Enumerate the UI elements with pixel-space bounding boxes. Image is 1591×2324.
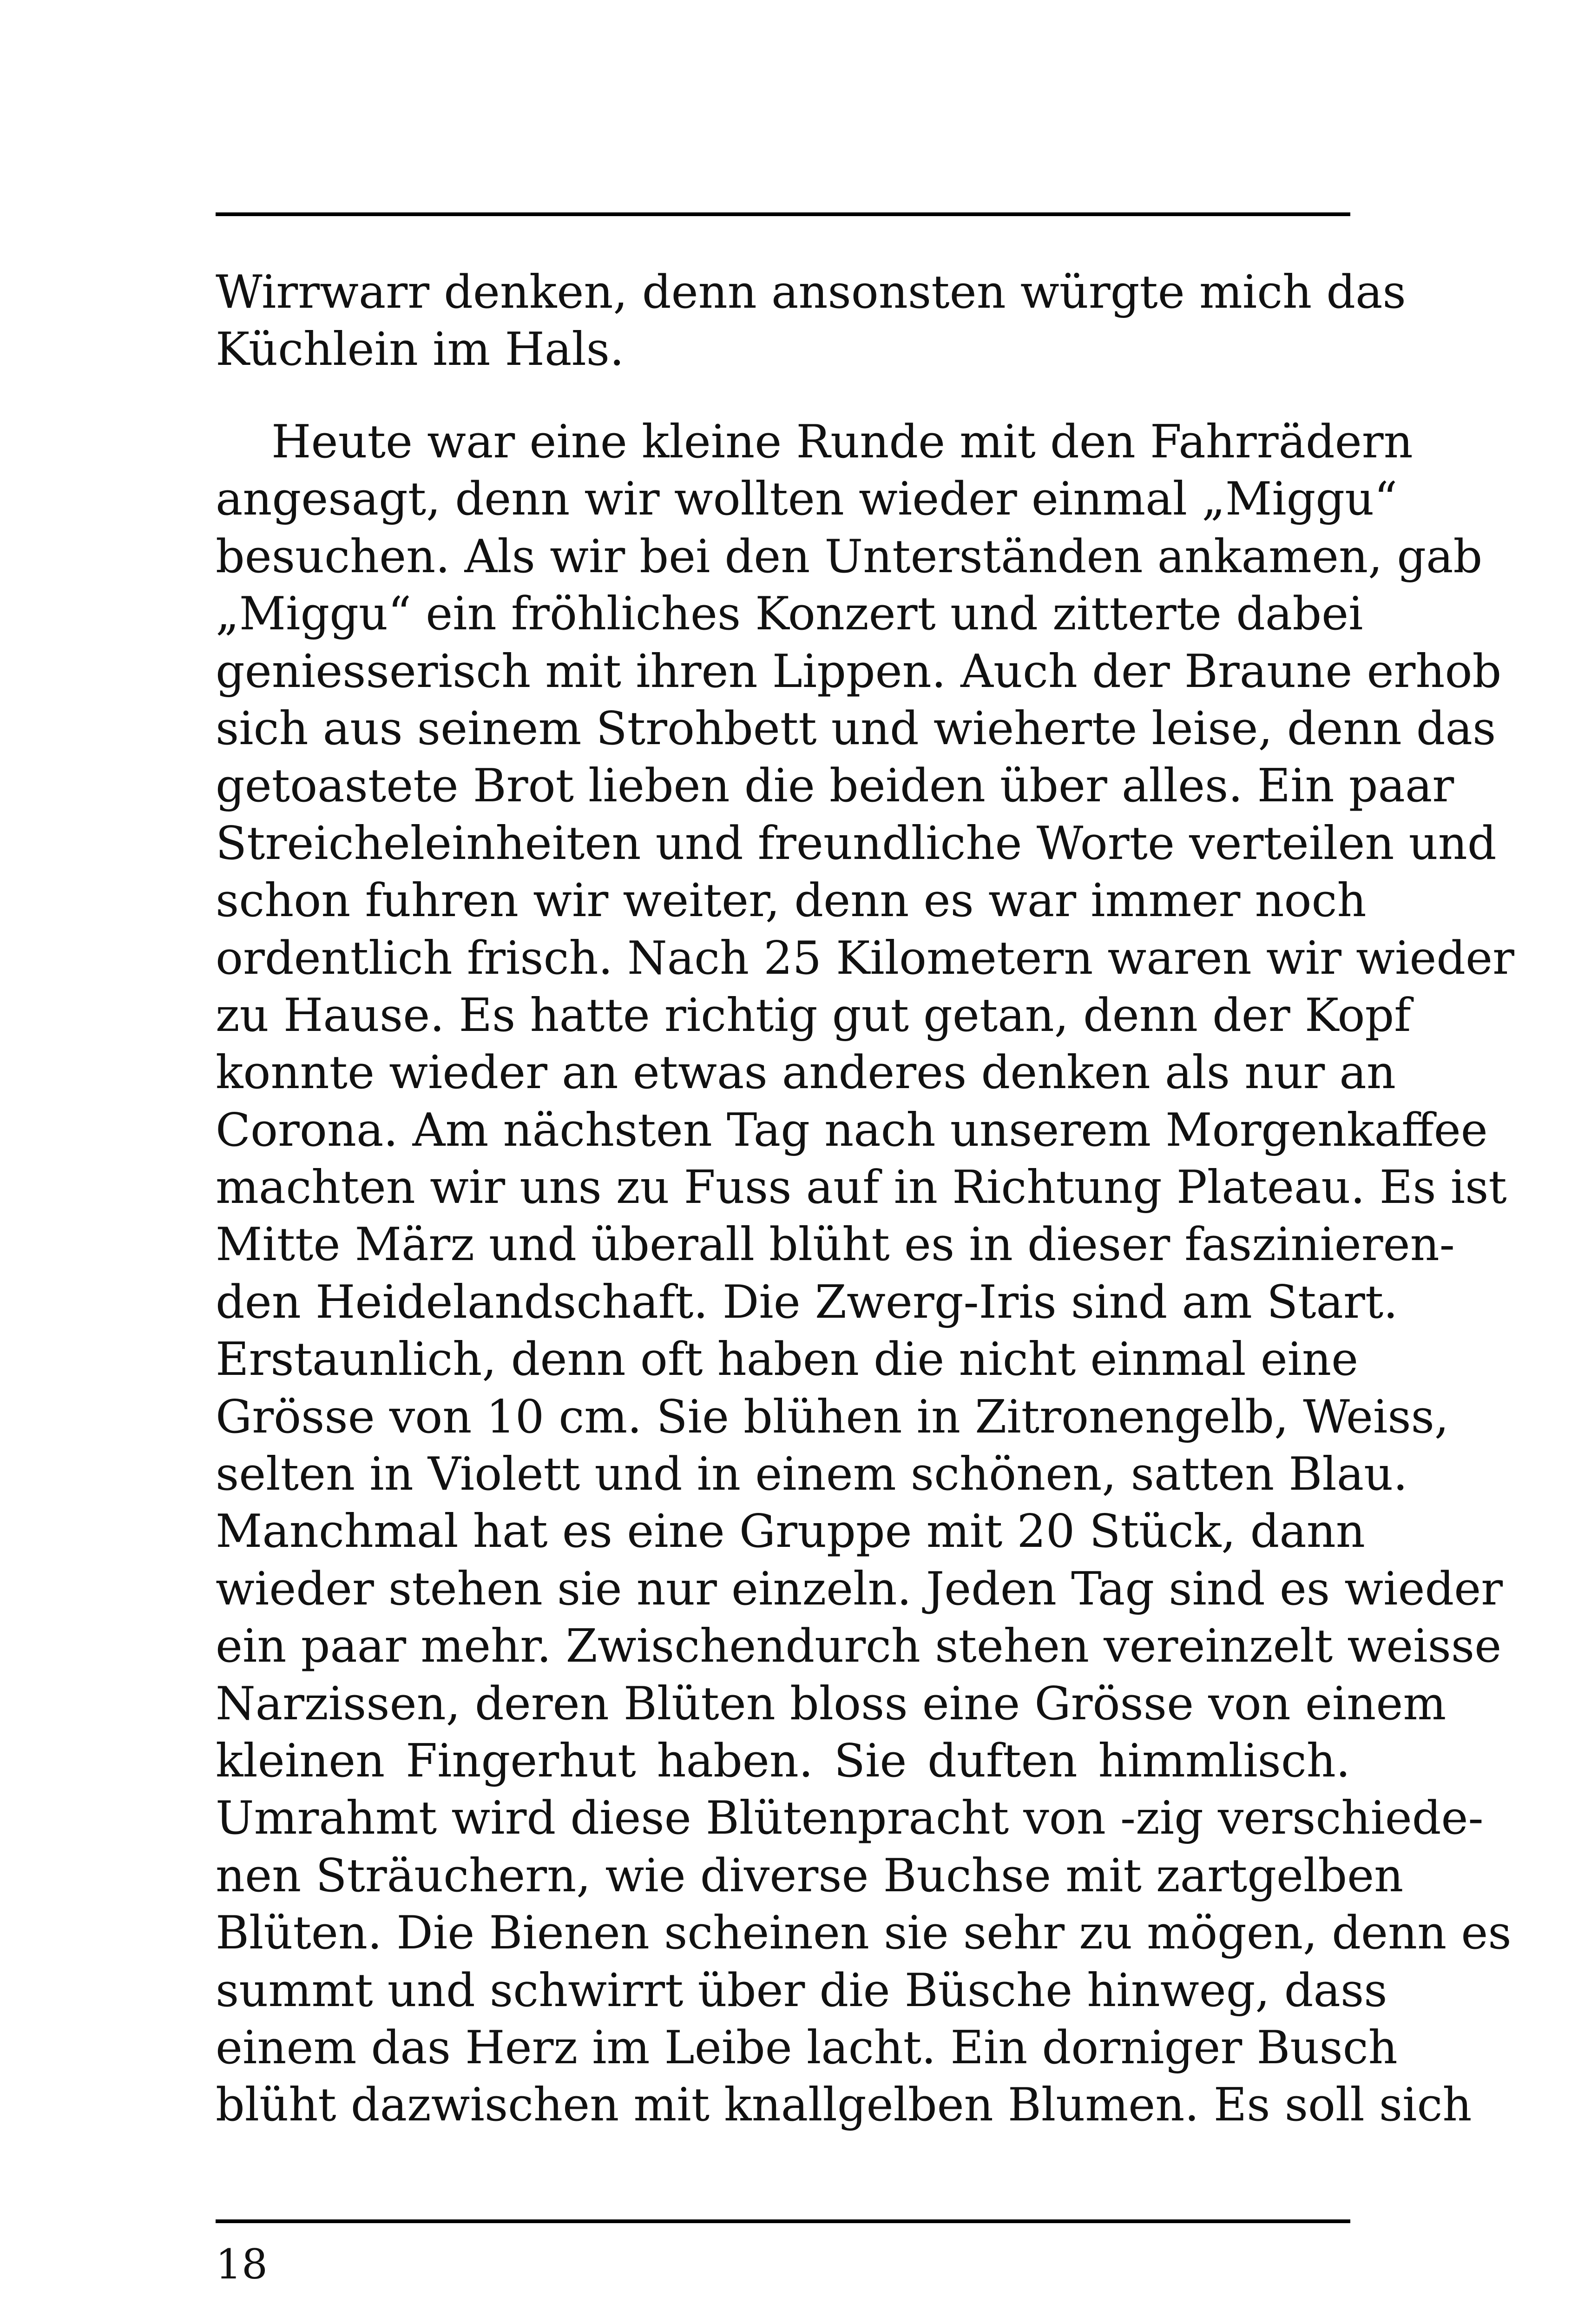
text-line: geniesserisch mit ihren Lippen. Auch der Braune erhob (216, 645, 1502, 698)
text-line: ein paar mehr. Zwischendurch stehen vereinzelt weisse (216, 1620, 1502, 1673)
page-number: 18 (216, 2240, 268, 2288)
text-line: angesagt, denn wir wollten wieder einmal „Miggu“ (216, 473, 1398, 526)
text-line: kleinen Fingerhut haben. Sie duften himmlisch. (216, 1734, 1350, 1788)
text-line: Narzissen, deren Blüten bloss eine Grösse von einem (216, 1677, 1446, 1730)
text-line: Heute war eine kleine Runde mit den Fahrrädern (271, 416, 1413, 469)
text-line: ordentlich frisch. Nach 25 Kilometern waren wir wieder (216, 931, 1514, 985)
text-line: Grösse von 10 cm. Sie blühen in Zitronengelb, Weiss, (216, 1390, 1449, 1444)
text-line: machten wir uns zu Fuss auf in Richtung Plateau. Es ist (216, 1161, 1507, 1215)
footer-rule (216, 2219, 1350, 2223)
paragraph-1 (216, 264, 1406, 379)
text-line: Küchlein im Hals. (216, 323, 625, 376)
text-line: konnte wieder an etwas anderes denken als nur an (216, 1046, 1396, 1100)
text-line: „Miggu“ ein fröhliches Konzert und zitterte dabei (216, 588, 1363, 641)
text-line: summt und schwirrt über die Büsche hinweg, dass (216, 1964, 1387, 2017)
text-line: Umrahmt wird diese Blütenpracht von -zig verschiede- (216, 1792, 1484, 1845)
text-line: Wirrwarr denken, denn ansonsten würgte mich das (216, 266, 1406, 319)
text-line: sich aus seinem Strohbett und wieherte leise, denn das (216, 702, 1496, 755)
text-line: getoastete Brot lieben die beiden über alles. Ein paar (216, 759, 1454, 813)
text-line: nen Sträuchern, wie diverse Buchse mit zartgelben (216, 1849, 1404, 1902)
paragraph-2 (216, 414, 1514, 2134)
text-line: Streicheleinheiten und freundliche Worte verteilen und (216, 817, 1497, 870)
text-line: zu Hause. Es hatte richtig gut getan, denn der Kopf (216, 989, 1411, 1042)
text-line: einem das Herz im Leibe lacht. Ein dorniger Busch (216, 2021, 1398, 2074)
header-rule (216, 212, 1350, 216)
text-line: den Heidelandschaft. Die Zwerg-Iris sind am Start. (216, 1275, 1398, 1329)
text-line: Mitte März und überall blüht es in dieser faszinieren- (216, 1218, 1455, 1272)
text-line: wieder stehen sie nur einzeln. Jeden Tag sind es wieder (216, 1562, 1503, 1616)
text-line: schon fuhren wir weiter, denn es war immer noch (216, 874, 1367, 928)
text-line: Manchmal hat es eine Gruppe mit 20 Stück, dann (216, 1505, 1365, 1558)
text-line: selten in Violett und in einem schönen, satten Blau. (216, 1448, 1408, 1501)
text-line: besuchen. Als wir bei den Unterständen ankamen, gab (216, 530, 1483, 583)
text-line: blüht dazwischen mit knallgelben Blumen. Es soll sich (216, 2079, 1472, 2132)
text-line: Erstaunlich, denn oft haben die nicht einmal eine (216, 1333, 1359, 1386)
text-line: Corona. Am nächsten Tag nach unserem Morgenkaffee (216, 1103, 1488, 1157)
text-line: Blüten. Die Bienen scheinen sie sehr zu mögen, denn es (216, 1907, 1512, 1960)
